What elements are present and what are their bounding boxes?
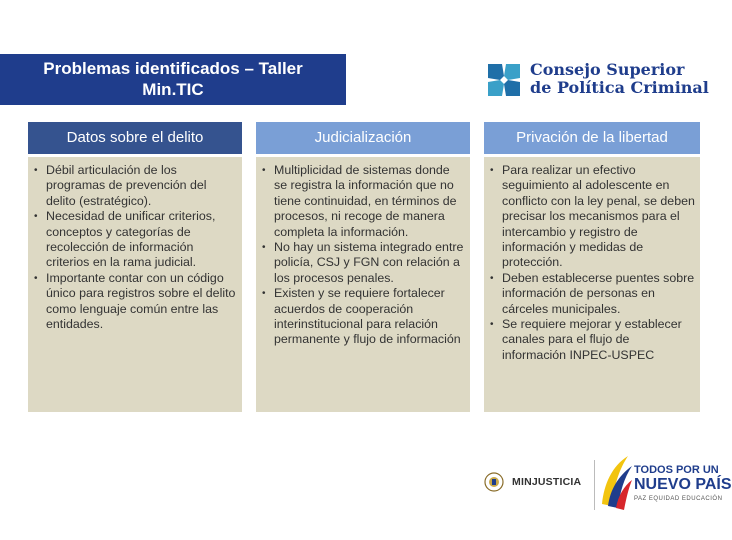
column-privacion-libertad [484,122,700,412]
column-judicializacion [256,122,470,412]
column-body [256,157,470,412]
csp-logo [486,60,709,100]
minjusticia-logo [468,468,588,498]
column-header: Judicialización [256,122,470,154]
csp-line-1: Consejo Superior [530,60,685,79]
tpnp-line-1: TODOS POR UN [634,464,719,476]
list-item: • Débil articulación de los programas de prevención del delito (estratégico). [32,163,238,209]
column-body [484,157,700,412]
logo-divider [594,460,595,510]
list-item: • Se requiere mejorar y establecer canales para el flujo de información INPEC-USPEC [488,317,696,363]
list-item: • No hay un sistema integrado entre policía, CSJ y FGN con relación a los procesos penales. [260,240,466,286]
column-body [28,157,242,412]
title-line-1: Problemas identificados – Taller [43,59,303,78]
column-header: Privación de la libertad [484,122,700,154]
title-line-2: Min.TIC [142,80,204,99]
column-datos-delito [28,122,242,412]
csp-logo-mark-icon [486,62,522,98]
csp-line-2: de Política Criminal [530,78,709,97]
tpnp-line-2: NUEVO PAÍS [634,476,732,493]
slide-title [0,54,346,105]
list-item: • Deben establecerse puentes sobre información de personas en cárceles municipales. [488,271,696,317]
csp-logo-text [530,61,709,97]
list-item: • Para realizar un efectivo seguimiento al adolescente en conflicto con la ley penal, se deben precisar los mecanismos para el intercambio y registro de información y medidas de protección. [488,163,696,271]
list-item: • Necesidad de unificar criterios, conceptos y categorías de recolección de información criterios en la rama judicial. [32,209,238,271]
tpnp-line-3: PAZ EQUIDAD EDUCACIÓN [634,496,723,502]
coat-of-arms-icon [484,472,504,492]
list-item: • Existen y se requiere fortalecer acuerdos de cooperación interinstitucional para relación permanente y flujo de información [260,286,466,348]
todos-por-un-nuevo-pais-logo [598,454,732,514]
brushstroke-flag-icon [598,454,634,512]
list-item: • Multiplicidad de sistemas donde se registra la información que no tiene continuidad, en términos de procesos, ni recoge de manera completa la información. [260,163,466,240]
list-item: • Importante contar con un código único para registros sobre el delito como lenguaje común entre las entidades. [32,271,238,333]
column-header: Datos sobre el delito [28,122,242,154]
minjusticia-text: MINJUSTICIA [512,476,582,488]
